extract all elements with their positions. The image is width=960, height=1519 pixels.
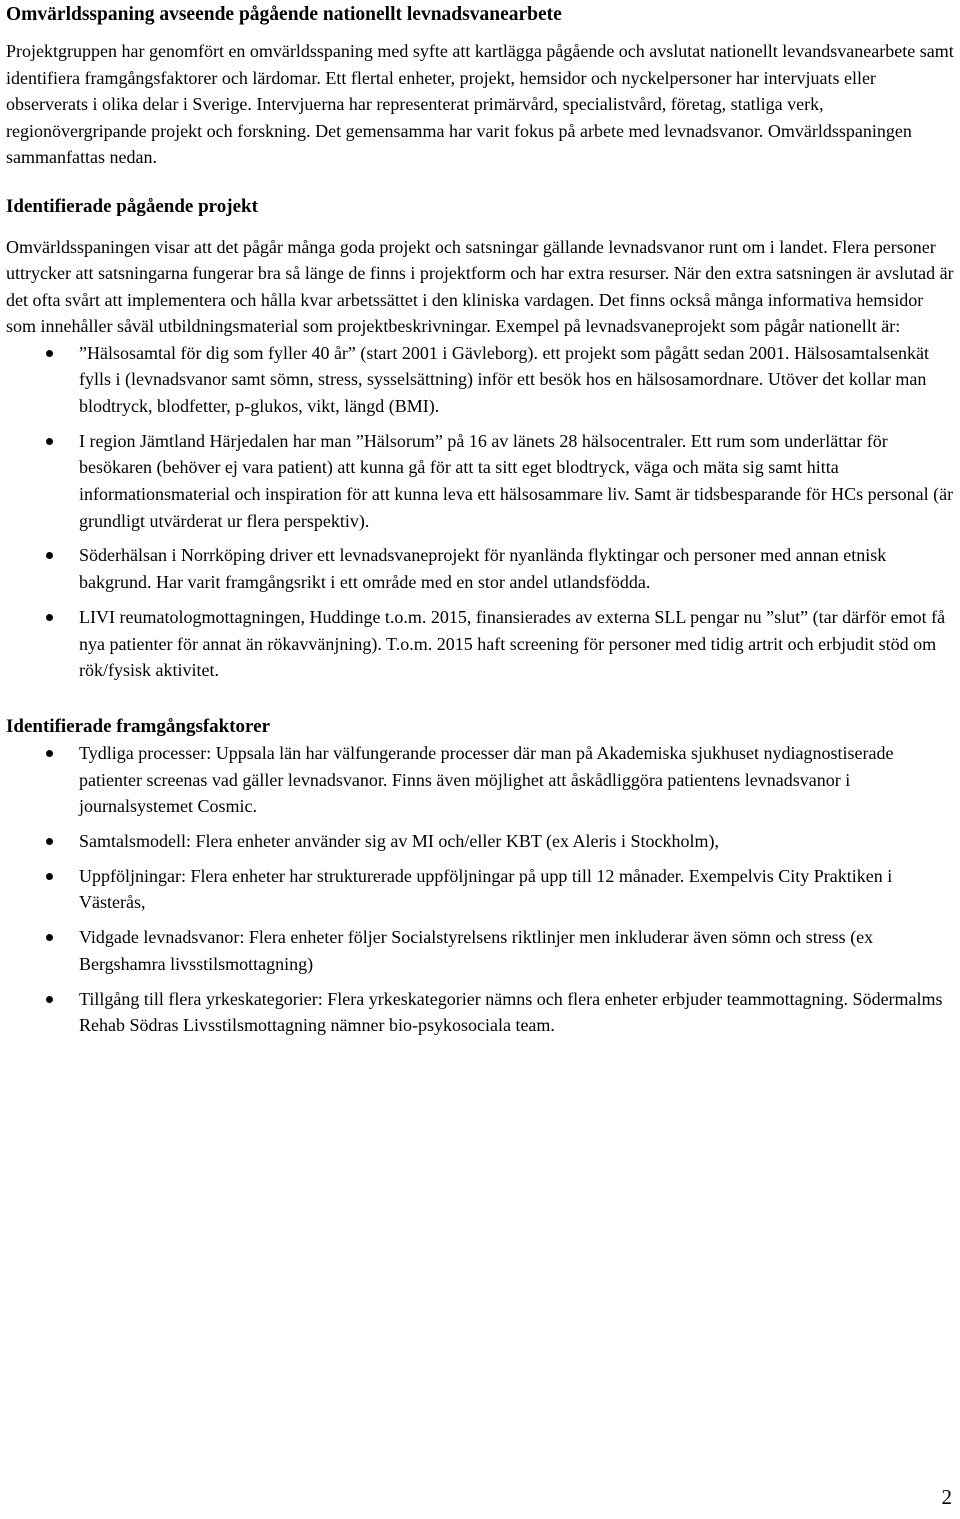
list-item-text: Söderhälsan i Norrköping driver ett levnadsvaneprojekt för nyanlända flyktingar och personer med annan etnisk bakgrund. Har varit framgångsrikt i ett område med en stor andel utlandsfödda. <box>79 545 887 593</box>
projects-list <box>6 340 956 684</box>
page-title: Omvärldsspaning avseende pågående nationellt levnadsvanearbete <box>6 4 562 25</box>
bullet-icon <box>46 873 53 880</box>
success-factors-heading: Identifierade framgångsfaktorer <box>6 715 271 737</box>
list-item-text: Tillgång till flera yrkeskategorier: Flera yrkeskategorier nämns och flera enheter erbjuder teammottagning. Södermalms Rehab Södras Livsstilsmottagning nämner bio-psykosociala team. <box>79 988 943 1036</box>
list-item <box>6 340 956 420</box>
page-number: 2 <box>941 1485 952 1509</box>
list-item-text: LIVI reumatologmottagningen, Huddinge t.o.m. 2015, finansierades av externa SLL pengar nu ”slut” (tar därför emot få nya patienter för annat än rökavvänjning). T.o.m. 2015 haft screening för personer med tidig artrit och erbjudit stöd om rök/fysisk aktivitet. <box>79 606 946 681</box>
success-factors-list <box>6 740 956 1039</box>
page-content <box>6 0 956 1047</box>
list-item <box>6 428 956 535</box>
bullet-icon <box>46 438 53 445</box>
intro-paragraph: Projektgruppen har genomfört en omvärldsspaning med syfte att kartlägga pågående och avslutat nationellt levandsvanearbete samt identifiera framgångsfaktorer och lärdomar. Ett flertal enheter, projekt, hemsidor och nyckelpersoner har intervjuats eller observerats i olika delar i Sverige. Intervjuerna har representerat primärvård, specialistvård, företag, statliga verk, regionövergripande projekt och forskning. Det gemensamma har varit fokus på arbete med levnadsvanor. Omvärldsspaningen sammanfattas nedan. <box>6 41 954 167</box>
list-item-text: I region Jämtland Härjedalen har man ”Hälsorum” på 16 av länets 28 hälsocentraler. Ett rum som underlättar för besökaren (behöver ej vara patient) att kunna gå för att ta sitt eget blodtryck, väga och mäta sig samt hitta informationsmaterial och inspiration för att kunna leva ett hälsosammare liv. Samt är tidsbesparande för HCs personal (är grundligt utvärderat ur flera perspektiv). <box>79 430 954 531</box>
projects-heading: Identifierade pågående projekt <box>6 195 258 217</box>
bullet-icon <box>46 614 53 621</box>
list-item <box>6 863 956 916</box>
list-item <box>6 986 956 1039</box>
bullet-icon <box>46 838 53 845</box>
list-item-text: ”Hälsosamtal för dig som fyller 40 år” (start 2001 i Gävleborg). ett projekt som pågått sedan 2001. Hälsosamtalsenkät fylls i (levnadsvanor samt sömn, stress, sysselsättning) inför ett besök hos en hälsosamordnare. Utöver det kollar man blodtryck, blodfetter, p-glukos, vikt, längd (BMI). <box>79 342 929 416</box>
bullet-icon <box>46 996 53 1003</box>
list-item-text: Samtalsmodell: Flera enheter använder sig av MI och/eller KBT (ex Aleris i Stockholm), <box>79 831 720 852</box>
list-item <box>6 542 956 595</box>
bullet-icon <box>46 552 53 559</box>
bullet-icon <box>46 750 53 757</box>
list-item <box>6 604 956 684</box>
list-item-text: Uppföljningar: Flera enheter har strukturerade uppföljningar på upp till 12 månader. Exempelvis City Praktiken i Västerås, <box>79 865 893 913</box>
bullet-icon <box>46 350 53 357</box>
list-item <box>6 740 956 820</box>
projects-paragraph: Omvärldsspaningen visar att det pågår många goda projekt och satsningar gällande levnadsvanor runt om i landet. Flera personer uttrycker att satsningarna fungerar bra så länge de finns i projektform och har extra resurser. När den extra satsningen är avslutad är det ofta svårt att implementera och hålla kvar arbetssättet i den kliniska vardagen. Det finns också många informativa hemsidor som innehåller såväl utbildningsmaterial som projektbeskrivningar. Exempel på levnadsvaneprojekt som pågår nationellt är: <box>6 236 954 336</box>
list-item <box>6 828 956 855</box>
bullet-icon <box>46 934 53 941</box>
list-item-text: Tydliga processer: Uppsala län har välfungerande processer där man på Akademiska sjukhuset nydiagnostiserade patienter screenas vad gäller levnadsvanor. Finns även möjlighet att åskådliggöra patientens levnadsvanor i journalsystemet Cosmic. <box>79 742 894 817</box>
list-item <box>6 924 956 977</box>
list-item-text: Vidgade levnadsvanor: Flera enheter följer Socialstyrelsens riktlinjer men inkluderar även sömn och stress (ex Bergshamra livsstilsmottagning) <box>79 927 874 974</box>
